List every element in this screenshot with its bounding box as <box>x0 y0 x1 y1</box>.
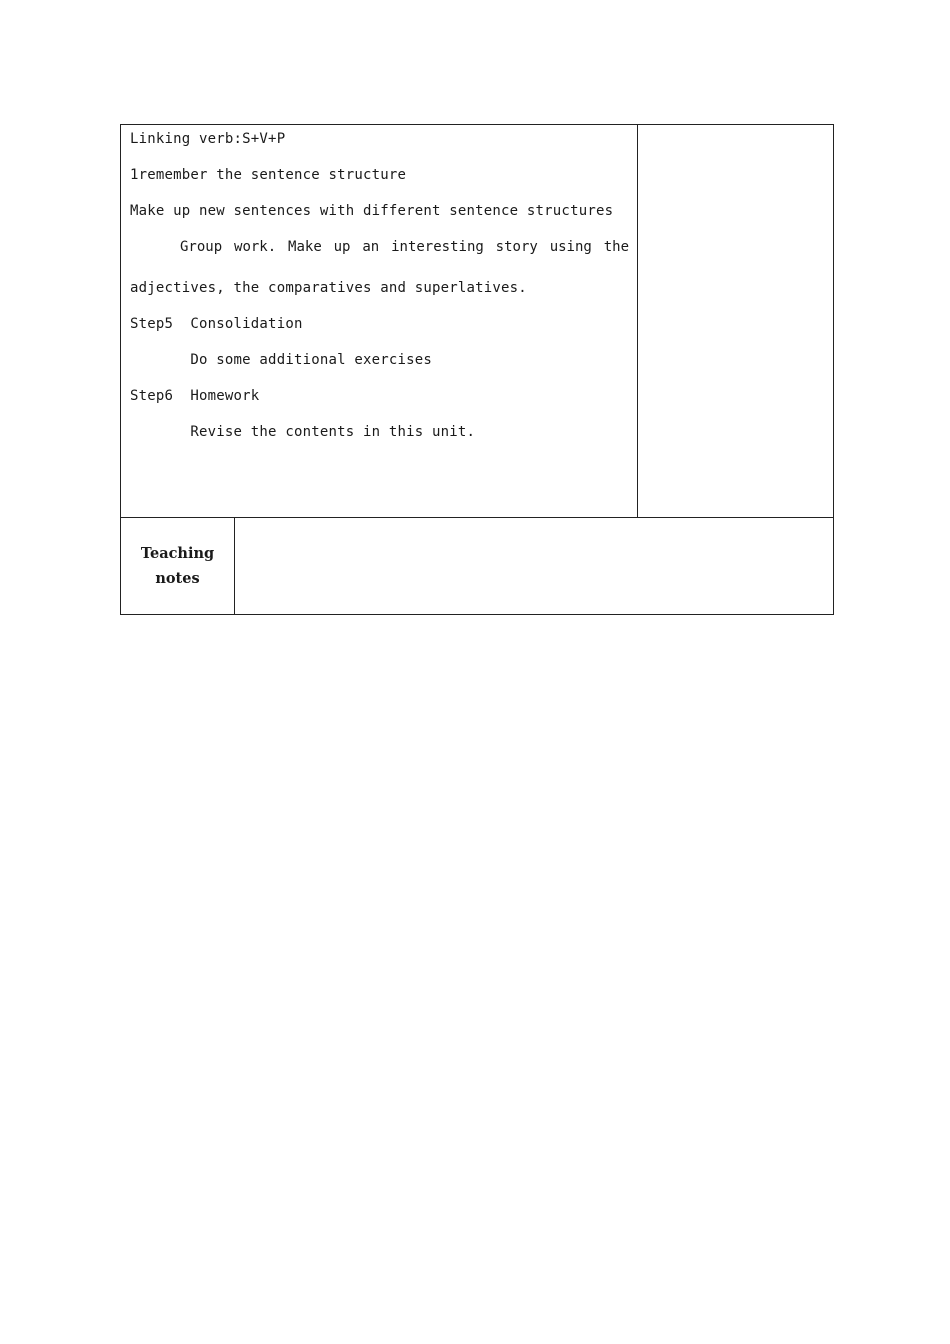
teaching-notes-label-line2: notes <box>155 570 200 587</box>
step5-heading: Step5 Consolidation <box>130 316 303 332</box>
group-work-continuation-line: adjectives, the comparatives and superlatives. <box>130 280 527 296</box>
make-up-sentences-line: Make up new sentences with different sentence structures <box>130 203 614 219</box>
group-work-line: Group work. Make up an interesting story using the <box>180 239 629 255</box>
step6-heading: Step6 Homework <box>130 388 260 404</box>
teaching-notes-label <box>133 541 223 591</box>
remember-structure-line: 1remember the sentence structure <box>130 167 407 183</box>
teaching-notes-label-line1: Teaching <box>140 545 215 562</box>
teaching-notes-label-cell <box>121 518 235 614</box>
lesson-plan-table <box>120 124 834 615</box>
step6-detail: Revise the contents in this unit. <box>130 424 476 440</box>
teaching-notes-row <box>121 517 833 614</box>
teaching-notes-body <box>235 518 833 614</box>
remarks-cell <box>638 125 833 517</box>
linking-verb-line: Linking verb:S+V+P <box>130 131 286 147</box>
step5-detail: Do some additional exercises <box>130 352 433 368</box>
procedure-cell <box>121 125 638 517</box>
